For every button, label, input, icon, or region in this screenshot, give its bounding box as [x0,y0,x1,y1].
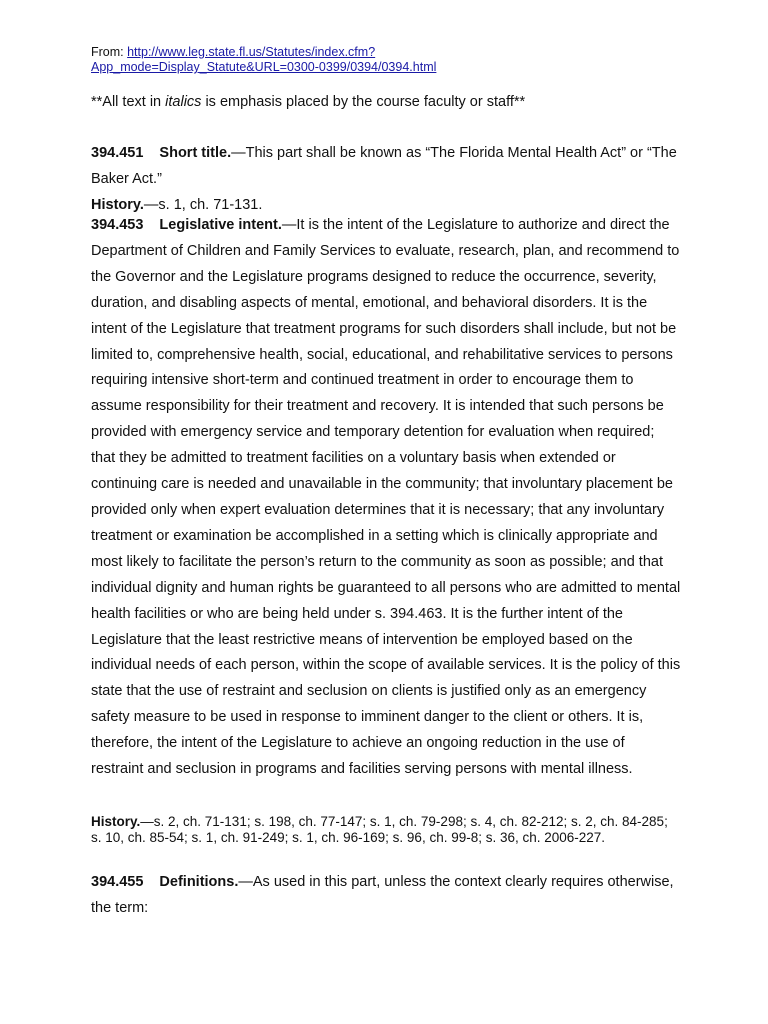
emphasis-note [91,93,691,111]
note-italic-word: italics [165,94,202,110]
source-url-link-continued[interactable]: App_mode=Display_Statute&URL=0300-0399/0394/0394.html [91,60,437,74]
section-heading: Legislative intent. [159,217,282,233]
source-url-link[interactable]: http://www.leg.state.fl.us/Statutes/index.cfm? [127,45,376,59]
section-number: 394.453 [91,217,144,233]
section-number: 394.455 [91,874,144,890]
source-label: From: [91,45,128,59]
section-body: —As used in this part, unless the context clearly requires otherwise, the term: [91,874,674,916]
history-text: —s. 2, ch. 71-131; s. 198, ch. 77-147; s. 1, ch. 79-298; s. 4, ch. 82-212; s. 2, ch. 84-285; s. 10, ch. 85-54; s. 1, ch. 91-249; s. 1, ch. 96-169; s. 96, ch. 99-8; s. 36, ch. 2006-227. [91,814,668,845]
section-394-455 [91,870,681,922]
section-heading: Short title. [159,145,232,161]
source-reference [91,45,691,75]
section-394-451 [91,141,681,193]
note-before: **All text in [91,94,166,110]
section-body: —This part shall be known as “The Florida Mental Health Act” or “The Baker Act.” [91,145,677,187]
section-heading: Definitions. [159,874,239,890]
history-text: —s. 1, ch. 71-131. [143,197,263,213]
history-label: History. [91,197,144,213]
history-label: History. [91,814,141,829]
section-number: 394.451 [91,145,144,161]
history-394-453 [91,814,681,845]
section-394-453 [91,213,681,783]
note-after: is emphasis placed by the course faculty or staff** [201,94,526,110]
section-body: —It is the intent of the Legislature to authorize and direct the Department of Children and Family Services to evaluate, research, plan, and recommend to the Governor and the Legislature programs designed to reduce the occurrence, severity, duration, and disabling aspects of mental, emotional, and behavioral disorders. It is the intent of the Legislature that treatment programs for such disorders shall include, but not be limited to, comprehensive health, social, educational, and rehabilitative services to persons requiring intensive short-term and continued treatment in order to encourage them to assume responsibility for their treatment and recovery. It is intended that such persons be provided with emergency service and temporary detention for evaluation when required; that they be admitted to treatment facilities on a voluntary basis when extended or continuing care is needed and unavailable in the community; that involuntary placement be provided only when expert evaluation determines that it is necessary; that any involuntary treatment or examination be accomplished in a setting which is clinically appropriate and most likely to facilitate the person’s return to the community as soon as possible; and that individual dignity and human rights be guaranteed to all persons who are admitted to mental health facilities or who are being held under s. 394.463. It is the further intent of the Legislature that the least restrictive means of intervention be employed based on the individual needs of each person, within the scope of available services. It is the policy of this state that the use of restraint and seclusion on clients is justified only as an emergency safety measure to be used in response to imminent danger to the client or others. It is, therefore, the intent of the Legislature to achieve an ongoing reduction in the use of restraint and seclusion in programs and facilities serving persons with mental illness. [91,217,681,778]
